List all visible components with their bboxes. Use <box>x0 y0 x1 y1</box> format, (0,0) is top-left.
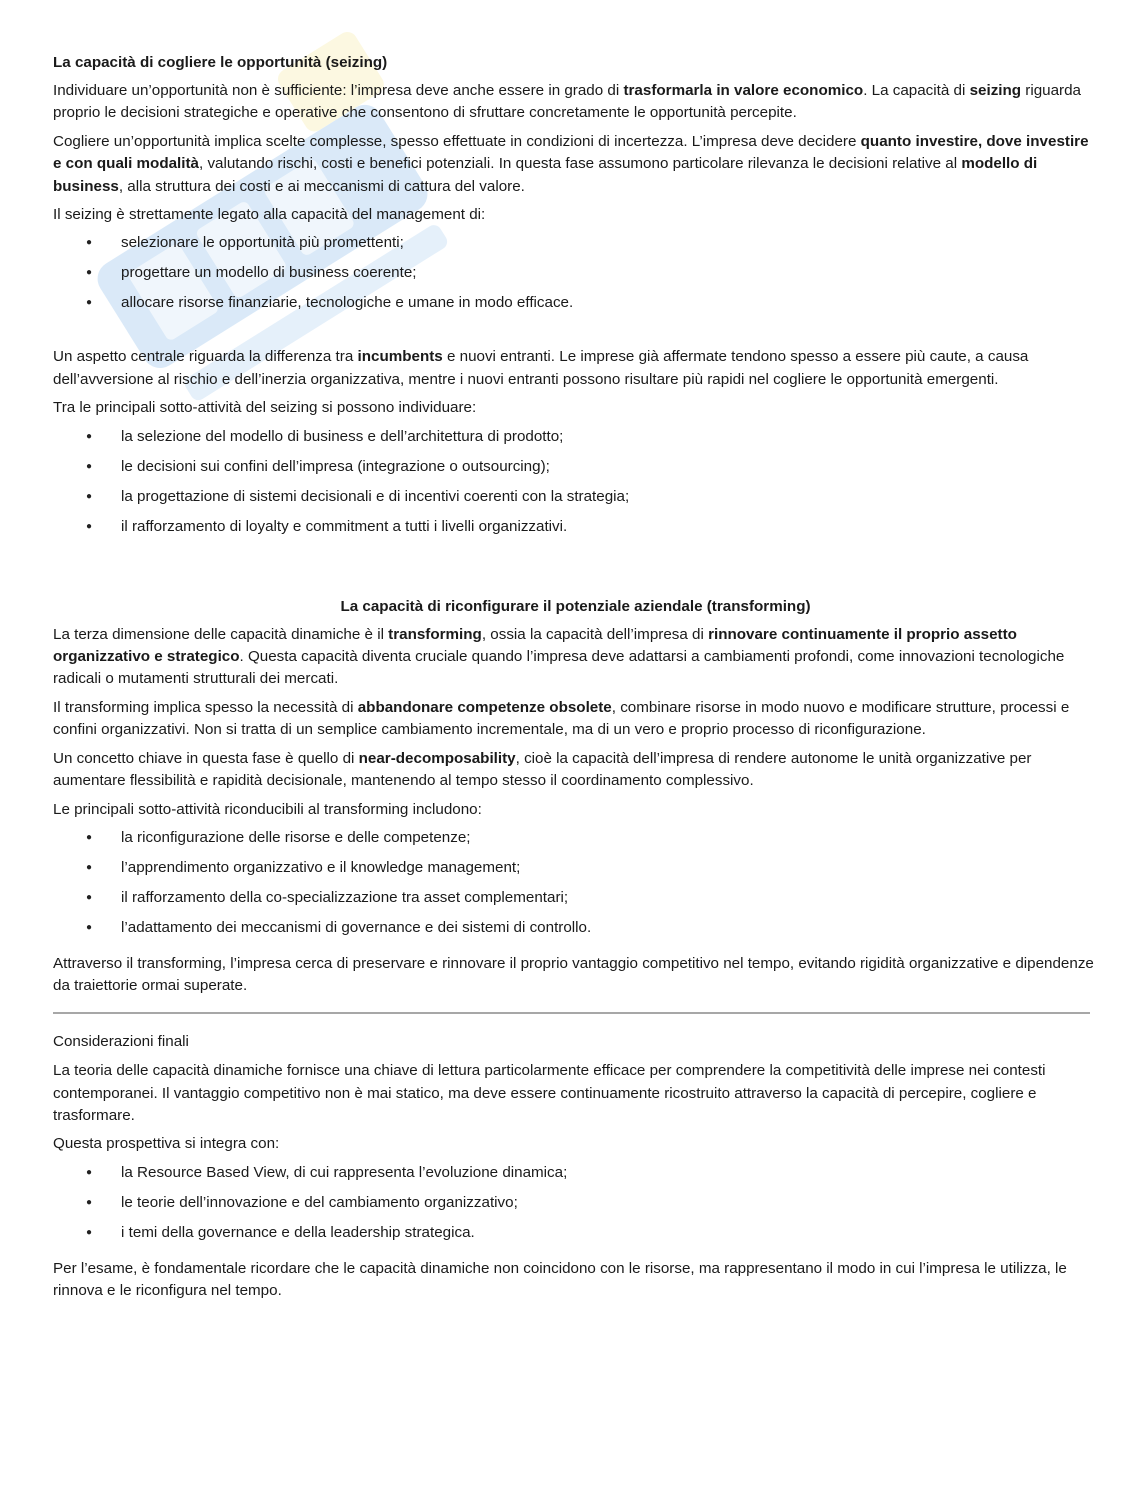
paragraph <box>53 624 1098 691</box>
text-run: , ossia la capacità dell’impresa di <box>481 625 709 643</box>
text-run: Il transforming implica spesso la necessità di <box>53 698 358 716</box>
bold-text: modello di business <box>53 155 1038 195</box>
list-item: ● allocare risorse finanziarie, tecnologiche e umane in modo efficace. <box>53 292 1098 322</box>
section-title-final: Considerazioni finali <box>53 1032 189 1050</box>
paragraph <box>53 80 1098 125</box>
text-run: , cioè la capacità dell’impresa di rendere autonome le unità organizzative per aumentare flessibilità e rapidità decisionale, mantenendo al tempo stesso il coordinamento complessivo. <box>53 749 1032 790</box>
bold-text: transforming <box>388 625 482 643</box>
paragraph: Questa prospettiva si integra con: <box>53 1135 280 1153</box>
bold-text: abbandonare competenze obsolete <box>357 698 612 716</box>
paragraph: Per l’esame, è fondamentale ricordare che le capacità dinamiche non coincidono con le risorse, ma rappresentano il modo in cui l’impresa le utilizza, le rinnova e le riconfigura nel tempo. <box>53 1259 1067 1300</box>
bold-text: quanto investire, dove investire e con quali modalità <box>53 132 1089 173</box>
list-item: ● selezionare le opportunità più promettenti; <box>53 232 1098 262</box>
list-item: ● l’apprendimento organizzativo e il knowledge management; <box>53 857 1098 887</box>
text-run: Un aspetto centrale riguarda la differenza tra <box>53 348 358 366</box>
text-run: , alla struttura dei costi e ai meccanismi di cattura del valore. <box>118 177 525 195</box>
bold-text: incumbents <box>357 348 443 366</box>
bullet-list <box>53 426 1098 546</box>
list-item: ● i temi della governance e della leadership strategica. <box>53 1222 1098 1252</box>
list-item: ● progettare un modello di business coerente; <box>53 262 1098 292</box>
paragraph <box>53 697 1098 742</box>
paragraph <box>53 131 1098 198</box>
bold-text: trasformarla in valore economico <box>623 82 864 99</box>
text-run: e nuovi entranti. Le imprese già affermate tendono spesso a essere più caute, a causa dell’avversione al rischio e dell’inerzia organizzativa, mentre i nuovi entranti possono risultare più rapidi nel cogliere le opportunità emergenti. <box>53 348 1029 388</box>
document-page <box>53 52 1098 1309</box>
list-item: ● le teorie dell’innovazione e del cambiamento organizzativo; <box>53 1192 1098 1222</box>
bullet-list <box>53 827 1098 947</box>
text-run: . Questa capacità diventa cruciale quando l’impresa deve adattarsi a cambiamenti profondi, come innovazioni tecnologiche radicali o mutamenti strutturali dei mercati. <box>53 648 1065 688</box>
bullet-list <box>53 232 1098 322</box>
horizontal-rule <box>53 1012 1090 1014</box>
text-run: , combinare risorse in modo nuovo e modificare strutture, processi e confini organizzativi. Non si tratta di un semplice cambiamento incrementale, ma di un vero e proprio processo di riconfigurazione. <box>53 698 1070 739</box>
text-run: , valutando rischi, costi e benefici potenziali. In questa fase assumono particolare rilevanza le decisioni relative al <box>199 155 962 173</box>
list-item: ● le decisioni sui confini dell’impresa (integrazione o outsourcing); <box>53 456 1098 486</box>
list-item: ● l’adattamento dei meccanismi di governance e dei sistemi di controllo. <box>53 917 1098 947</box>
paragraph: Tra le principali sotto-attività del seizing si possono individuare: <box>53 399 477 417</box>
text-run: Un concetto chiave in questa fase è quello di <box>53 749 359 767</box>
bullet-list <box>53 1162 1098 1252</box>
list-item: ● la selezione del modello di business e dell’architettura di prodotto; <box>53 426 1098 456</box>
paragraph: Attraverso il transforming, l’impresa cerca di preservare e rinnovare il proprio vantaggio competitivo nel tempo, evitando rigidità organizzative e dipendenze da traiettorie ormai superate. <box>53 954 1094 995</box>
list-item: ● la progettazione di sistemi decisionali e di incentivi coerenti con la strategia; <box>53 486 1098 516</box>
list-item: ● la Resource Based View, di cui rappresenta l’evoluzione dinamica; <box>53 1162 1098 1192</box>
paragraph <box>53 748 1098 793</box>
paragraph <box>53 346 1098 391</box>
section-title-transforming: La capacità di riconfigurare il potenziale aziendale (transforming) <box>340 597 811 615</box>
paragraph: La teoria delle capacità dinamiche fornisce una chiave di lettura particolarmente efficace per comprendere la competitività delle imprese nei contesti contemporanei. Il vantaggio competitivo non è mai statico, ma deve essere continuamente ricostruito attraverso la capacità di percepire, cogliere e trasformare. <box>53 1062 1046 1124</box>
text-run: La terza dimensione delle capacità dinamiche è il <box>53 625 389 643</box>
bold-text: rinnovare continuamente il proprio assetto organizzativo e strategico <box>53 625 1017 666</box>
paragraph: Le principali sotto-attività riconducibili al transforming includono: <box>53 800 482 818</box>
bold-text: near-decomposability <box>358 749 516 767</box>
list-item: ● il rafforzamento della co-specializzazione tra asset complementari; <box>53 887 1098 917</box>
text-run: Individuare un’opportunità non è sufficiente: l’impresa deve anche essere in grado di <box>53 82 624 99</box>
list-item: ● il rafforzamento di loyalty e commitment a tutti i livelli organizzativi. <box>53 516 1098 546</box>
section-title-seizing: La capacità di cogliere le opportunità (seizing) <box>53 54 388 71</box>
list-item: ● la riconfigurazione delle risorse e delle competenze; <box>53 827 1098 857</box>
bold-text: seizing <box>969 82 1022 99</box>
paragraph: Il seizing è strettamente legato alla capacità del management di: <box>53 206 486 224</box>
text-run: riguarda proprio le decisioni strategiche e operative che consentono di sfruttare concretamente le opportunità percepite. <box>53 82 1082 122</box>
text-run: . La capacità di <box>863 82 970 99</box>
text-run: Cogliere un’opportunità implica scelte complesse, spesso effettuate in condizioni di incertezza. L’impresa deve decidere <box>53 132 861 150</box>
